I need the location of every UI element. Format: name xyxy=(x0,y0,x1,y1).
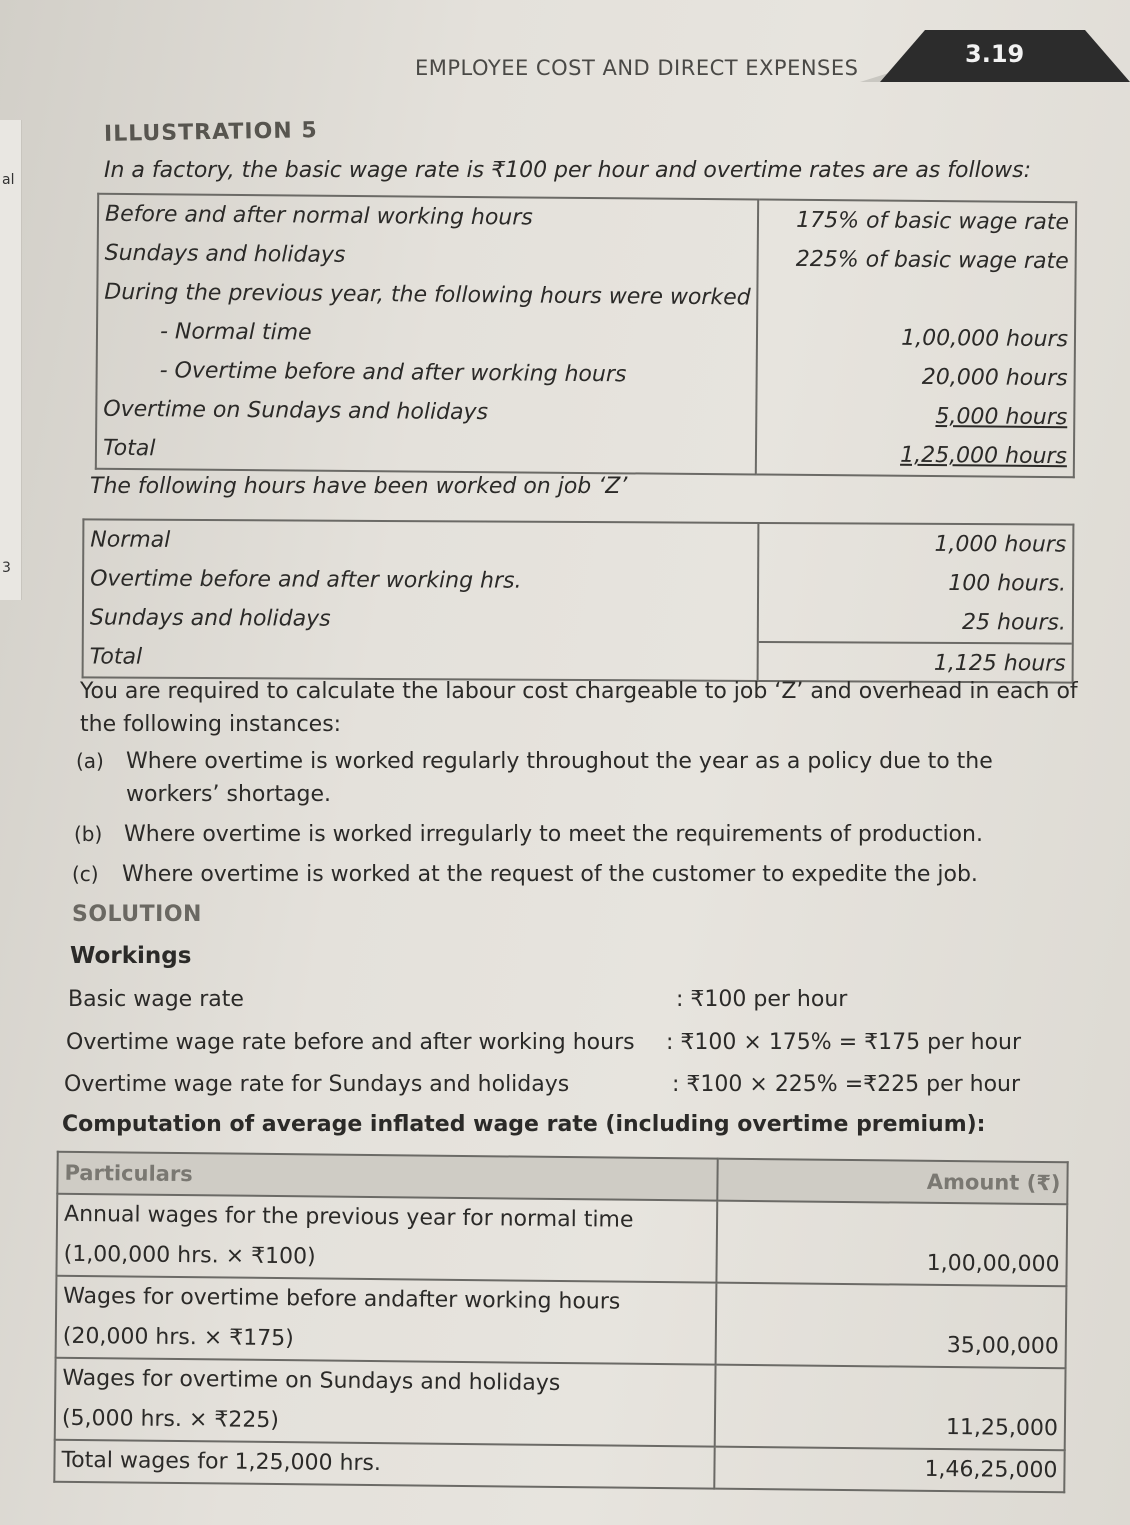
list-item-label: (b) xyxy=(74,822,103,846)
illustration-heading: ILLUSTRATION 5 xyxy=(103,118,318,147)
table-line: Wages for overtime on Sundays and holidays xyxy=(62,1365,561,1396)
table-row xyxy=(55,1358,1066,1451)
table-row xyxy=(56,1276,1067,1369)
working-value: : ₹100 × 225% =₹225 per hour xyxy=(672,1072,1021,1097)
rates-value-cell xyxy=(756,200,1076,478)
amount-cell xyxy=(716,1201,1067,1287)
amount-cell xyxy=(716,1283,1067,1369)
particulars-cell xyxy=(55,1358,716,1447)
working-value: : ₹100 × 175% = ₹175 per hour xyxy=(666,1030,1022,1055)
spacer xyxy=(723,1284,1059,1328)
table-line: Total xyxy=(102,435,156,462)
column-header: Amount (₹) xyxy=(926,1169,1061,1196)
table-value: 20,000 hours xyxy=(921,364,1068,392)
table-value: 1,00,00,000 xyxy=(926,1250,1060,1278)
table-line: Annual wages for the previous year for normal time xyxy=(63,1201,634,1233)
table-value: 1,25,000 hours xyxy=(900,442,1068,470)
table-line: Wages for overtime before andafter working hours xyxy=(63,1283,621,1315)
rates-description-cell xyxy=(96,194,759,475)
table-line: Sundays and holidays xyxy=(89,605,331,632)
table-value: 5,000 hours xyxy=(935,404,1068,431)
working-value: : ₹100 per hour xyxy=(676,987,848,1012)
spacer xyxy=(724,1202,1060,1246)
table-value: 100 hours. xyxy=(948,570,1067,597)
table-value: 11,25,000 xyxy=(945,1415,1059,1442)
chapter-title: EMPLOYEE COST AND DIRECT EXPENSES xyxy=(415,56,859,80)
working-label: Overtime wage rate before and after working hours xyxy=(66,1030,635,1055)
workings-heading: Workings xyxy=(70,943,192,969)
list-item-text: Where overtime is worked irregularly to meet the requirements of production. xyxy=(124,822,983,847)
list-item-label: (c) xyxy=(72,862,99,886)
particulars-header xyxy=(57,1152,717,1201)
particulars-cell xyxy=(54,1440,714,1489)
adjacent-page-edge: al 3 xyxy=(0,120,22,600)
illustration-intro: In a factory, the basic wage rate is ₹100 per hour and overtime rates are as follows: xyxy=(104,158,1032,183)
computation-title: Computation of average inflated wage rate (including overtime premium): xyxy=(62,1112,986,1137)
amount-header xyxy=(717,1159,1067,1205)
table-line: Overtime on Sundays and holidays xyxy=(103,396,489,426)
table-value: 25 hours. xyxy=(961,610,1066,636)
list-item-text: Where overtime is worked at the request of the customer to expedite the job. xyxy=(122,862,978,887)
table-line: (1,00,000 hrs. × ₹100) xyxy=(63,1241,316,1270)
spacer xyxy=(722,1366,1058,1410)
amount-cell xyxy=(715,1365,1066,1451)
table-line: (5,000 hrs. × ₹225) xyxy=(61,1405,280,1434)
table-row xyxy=(56,1194,1067,1287)
solution-heading: SOLUTION xyxy=(72,902,202,927)
table-value: 225% of basic wage rate xyxy=(795,246,1069,275)
table-line: - Overtime before and after working hours xyxy=(159,358,627,388)
table-value xyxy=(764,279,1068,321)
table-line: Normal xyxy=(90,527,171,553)
table-value: 175% of basic wage rate xyxy=(796,207,1070,236)
job-value-cell xyxy=(758,523,1074,683)
list-item-label: (a) xyxy=(76,749,104,773)
table-line: Total wages for 1,25,000 hrs. xyxy=(61,1447,382,1477)
table-value: 1,125 hours xyxy=(759,641,1072,682)
table-line: Sundays and holidays xyxy=(104,240,346,268)
particulars-cell xyxy=(56,1276,717,1365)
job-intro: The following hours have been worked on job ‘Z’ xyxy=(90,474,628,499)
table-line: Total xyxy=(89,644,143,670)
table-line: - Normal time xyxy=(159,319,312,346)
job-hours-table xyxy=(82,518,1075,683)
particulars-cell xyxy=(56,1194,717,1283)
job-description-cell xyxy=(83,519,759,681)
table-line: During the previous year, the following hours were worked xyxy=(104,279,751,311)
list-item-text: Where overtime is worked regularly throughout the year as a policy due to the workers’ shortage. xyxy=(126,749,993,807)
table-value: 1,000 hours xyxy=(934,531,1067,558)
table-value: 1,00,000 hours xyxy=(901,325,1069,353)
table-line: (20,000 hrs. × ₹175) xyxy=(62,1323,294,1352)
amount-cell xyxy=(714,1447,1064,1493)
overtime-rates-table xyxy=(95,193,1077,479)
page-number: 3.19 xyxy=(965,40,1025,68)
working-label: Basic wage rate xyxy=(68,987,244,1012)
table-line: Before and after normal working hours xyxy=(104,201,533,231)
table-value: 1,46,25,000 xyxy=(924,1456,1058,1484)
working-label: Overtime wage rate for Sundays and holidays xyxy=(64,1072,570,1097)
table-value: 35,00,000 xyxy=(946,1333,1059,1360)
table-line: Overtime before and after working hrs. xyxy=(90,566,522,594)
column-header: Particulars xyxy=(64,1160,193,1187)
requirement-paragraph: You are required to calculate the labour cost chargeable to job ‘Z’ and overhead in each of the following instances: xyxy=(80,679,1078,737)
computation-table xyxy=(53,1151,1068,1494)
